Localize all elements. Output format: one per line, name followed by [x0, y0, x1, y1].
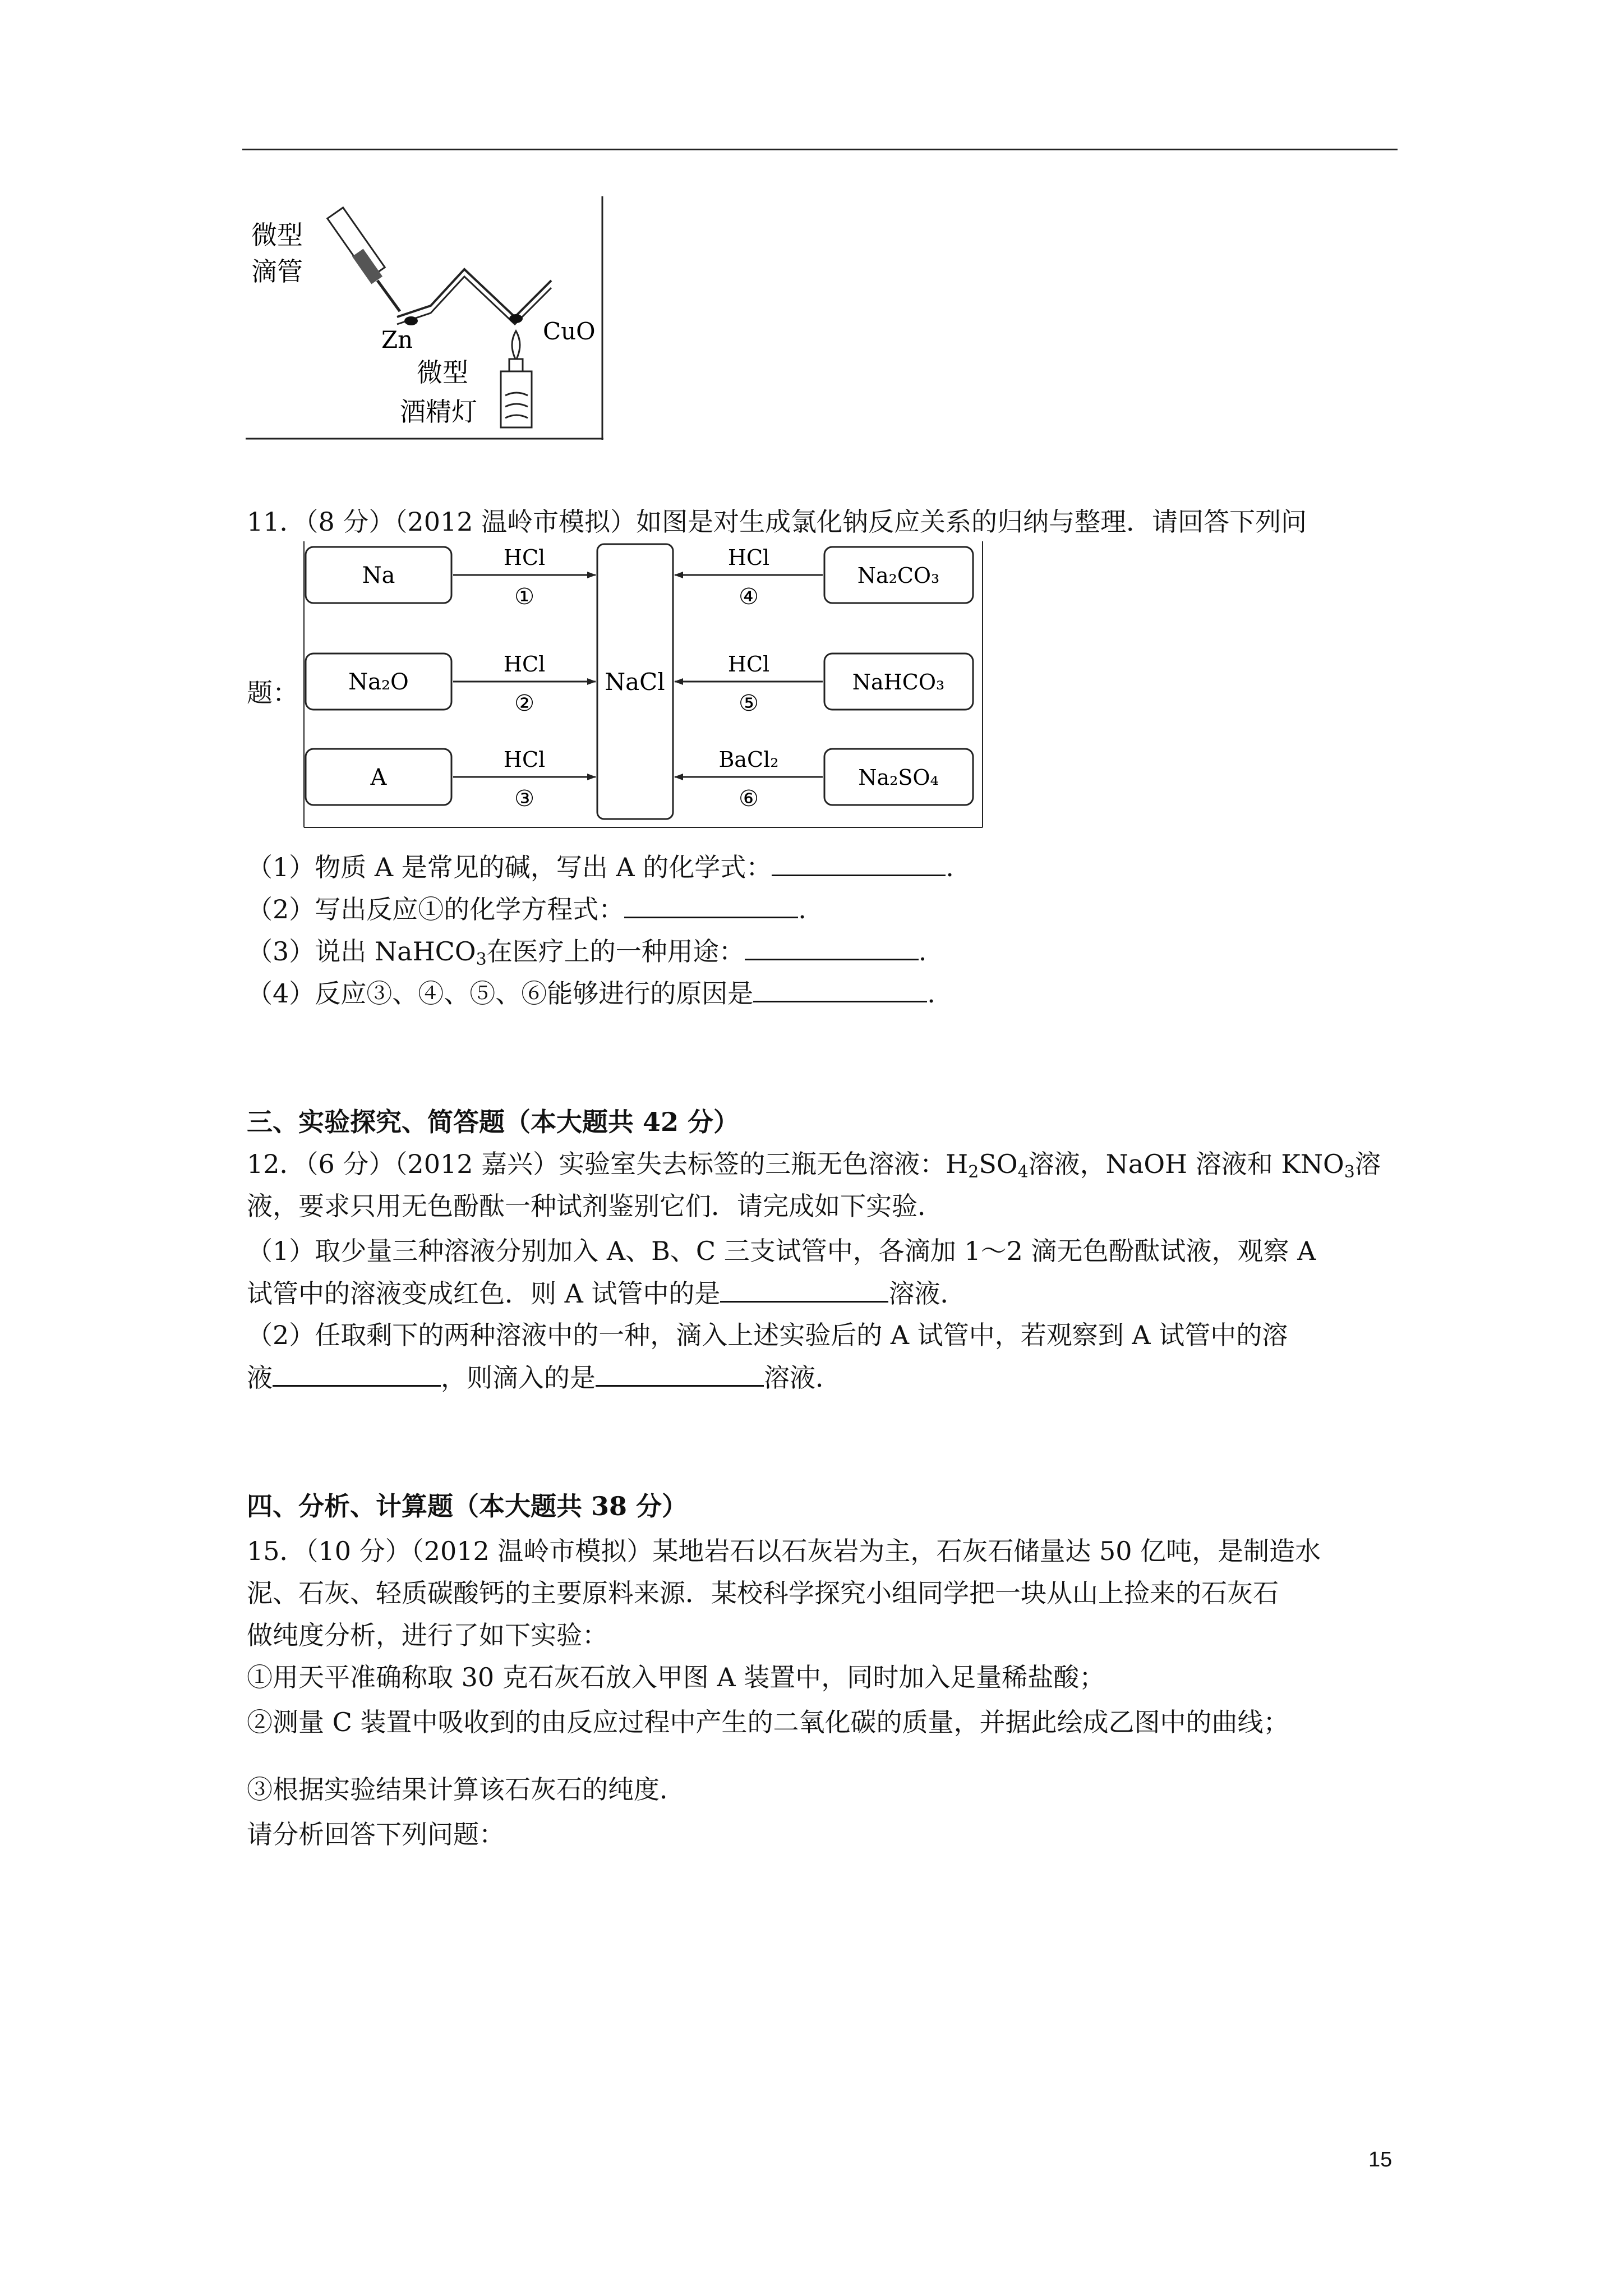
right-compound-label: Na₂SO₄	[858, 765, 939, 790]
answer-blank-5[interactable]	[720, 1276, 888, 1303]
left-compound-label: A	[370, 765, 387, 790]
answer-blank-3[interactable]	[745, 934, 919, 960]
section-4-title: 四、分析、计算题（本大题共 38 分）	[247, 1491, 688, 1521]
q11-sub4: （4）反应③、④、⑤、⑥能够进行的原因是 .	[247, 976, 935, 1010]
right-compound-label: NaHCO₃	[852, 670, 945, 694]
section-3-title: 三、实验探究、简答题（本大题共 42 分）	[247, 1107, 740, 1137]
right-reaction-number: ⑤	[739, 691, 759, 716]
q12-line-6: 液 ，则滴入的是 溶液．	[247, 1360, 841, 1395]
answer-blank-7[interactable]	[596, 1360, 764, 1387]
left-compound-label: Na₂O	[348, 669, 409, 695]
q15-line-4: ①用天平准确称取 30 克石灰石放入甲图 A 装置中，同时加入足量稀盐酸；	[247, 1662, 1105, 1692]
left-reagent-label: HCl	[503, 747, 546, 772]
answer-blank-4[interactable]	[753, 976, 927, 1002]
right-reaction-number: ⑥	[739, 786, 759, 812]
dropper-icon	[328, 208, 400, 311]
q12-line-3: （1）取少量三种溶液分别加入 A、B、C 三支试管中，各滴加 1～2 滴无色酚酞试液，观察 A	[247, 1236, 1316, 1266]
nacl-reaction-diagram	[303, 541, 987, 833]
left-reagent-label: HCl	[503, 652, 546, 677]
page-number: 15	[1368, 2148, 1393, 2171]
lamp-label-1: 微型	[417, 357, 468, 388]
cuo-label: CuO	[543, 318, 596, 345]
left-compound-label: Na	[362, 563, 395, 588]
answer-blank-1[interactable]	[772, 850, 946, 876]
right-reagent-label: HCl	[727, 545, 770, 570]
q11-header-cont: 题：	[247, 678, 298, 708]
q12-line-1: 12．（6 分）（2012 嘉兴）实验室失去标签的三瓶无色溶液：$H_2SO_4$溶液，NaOH 溶液和 $KNO_3$溶	[247, 1149, 1381, 1182]
answer-blank-2[interactable]	[624, 892, 798, 918]
header-rule	[242, 149, 1398, 150]
q15-line-5: ②测量 C 装置中吸收到的由反应过程中产生的二氧化碳的质量，并据此绘成乙图中的曲线；	[247, 1707, 1289, 1737]
q11-sub1: （1）物质 A 是常见的碱，写出 A 的化学式： .	[247, 850, 954, 884]
q11-sub2: （2）写出反应①的化学方程式： .	[247, 892, 806, 926]
right-reaction-number: ④	[739, 584, 759, 610]
q15-line-1: 15．（10 分）（2012 温岭市模拟）某地岩石以石灰岩为主，石灰石储量达 50 亿吨，是制造水	[247, 1536, 1321, 1566]
answer-blank-6[interactable]	[273, 1360, 441, 1387]
left-reaction-number: ①	[514, 584, 534, 610]
q11-header: 11．（8 分）（2012 温岭市模拟）如图是对生成氯化钠反应关系的归纳与整理．请回答下列问	[247, 507, 1307, 537]
nacl-label: NaCl	[605, 668, 665, 696]
zn-dot	[404, 316, 418, 325]
dropper-label-1: 微型	[251, 220, 303, 250]
q15-line-7: 请分析回答下列问题：	[247, 1819, 505, 1849]
zn-label: Zn	[381, 326, 413, 353]
right-reagent-label: BaCl₂	[718, 747, 779, 772]
q12-line-4: 试管中的溶液变成红色．则 A 试管中的是 溶液．	[247, 1276, 966, 1310]
q11-sub3: （3）说出 NaHCO$_3$在医疗上的一种用途： .	[247, 934, 926, 968]
left-reaction-number: ②	[514, 691, 534, 716]
left-reagent-label: HCl	[503, 545, 546, 570]
q15-line-3: 做纯度分析，进行了如下实验：	[247, 1620, 608, 1650]
dropper-label-2: 滴管	[251, 256, 303, 287]
left-reaction-number: ③	[514, 786, 534, 812]
lamp-icon	[501, 371, 532, 427]
q12-line-2: 液，要求只用无色酚酞一种试剂鉴别它们．请完成如下实验．	[247, 1191, 943, 1221]
q15-line-6: ③根据实验结果计算该石灰石的纯度．	[247, 1774, 685, 1805]
q15-line-2: 泥、石灰、轻质碳酸钙的主要原料来源．某校科学探究小组同学把一块从山上捡来的石灰石	[247, 1578, 1279, 1608]
lamp-label-2: 酒精灯	[400, 397, 477, 427]
apparatus-figure	[246, 196, 605, 440]
right-compound-label: Na₂CO₃	[857, 563, 940, 588]
q12-line-5: （2）任取剩下的两种溶液中的一种，滴入上述实验后的 A 试管中，若观察到 A 试管中的溶	[247, 1320, 1288, 1350]
flame-icon	[512, 331, 520, 360]
right-reagent-label: HCl	[727, 652, 770, 677]
cuo-dot	[509, 314, 523, 323]
